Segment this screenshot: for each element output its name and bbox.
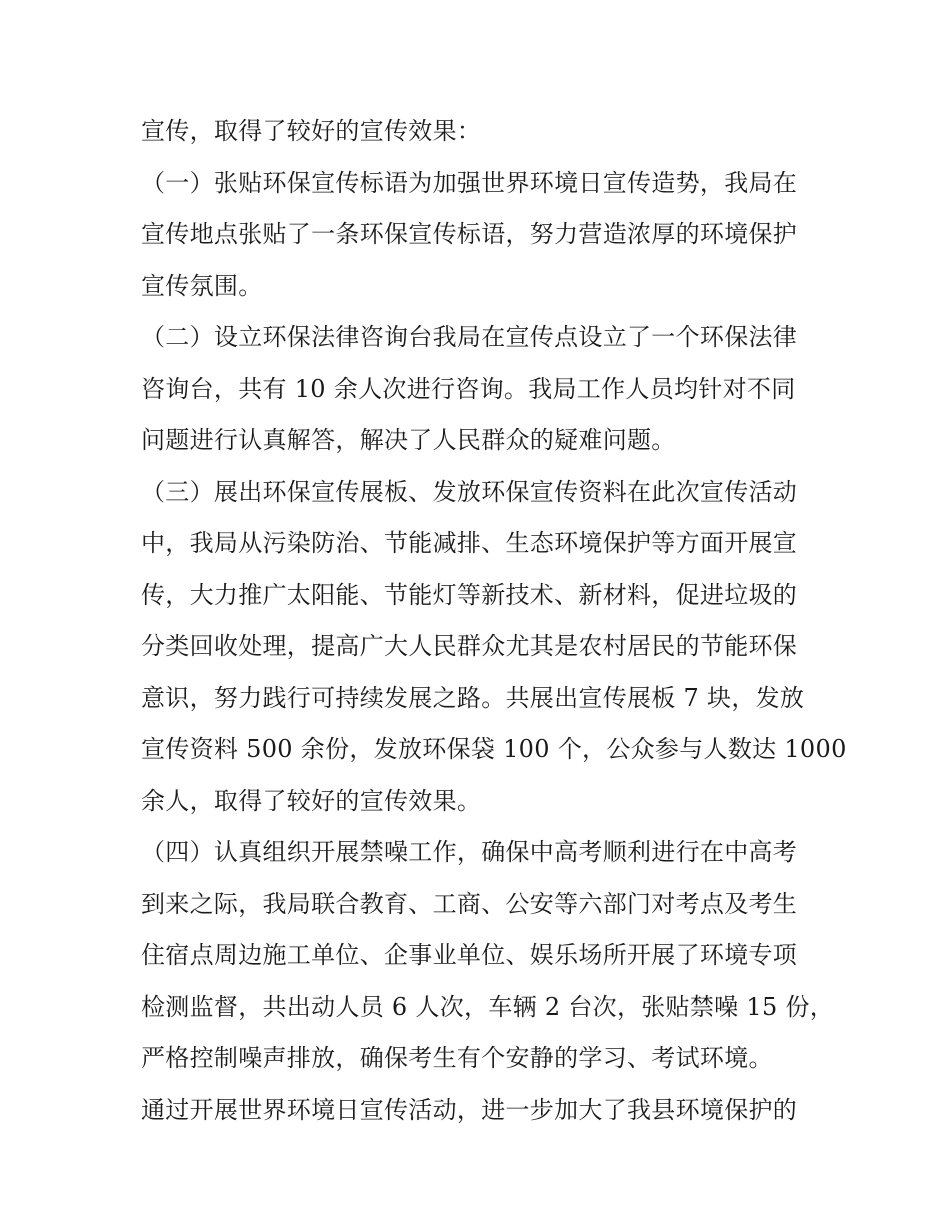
text-line: （二）设立环保法律咨询台我局在宣传点设立了一个环保法律 xyxy=(141,323,798,351)
text-line: 宣传，取得了较好的宣传效果： xyxy=(141,117,482,145)
text-line: 宣传氛围。 xyxy=(141,271,263,300)
text-line: 宣传地点张贴了一条环保宣传标语，努力营造浓厚的环境保护 xyxy=(141,220,798,248)
text-line: 意识，努力践行可持续发展之路。共展出宣传展板 7 块，发放 xyxy=(141,683,805,712)
text-line: 中，我局从污染防治、节能减排、生态环境保护等方面开展宣 xyxy=(141,529,798,557)
text-line: 检测监督，共出动人员 6 人次，车辆 2 台次，张贴禁噪 15 份， xyxy=(141,992,835,1021)
document-body xyxy=(141,106,847,1136)
text-line: 问题进行认真解答，解决了人民群众的疑难问题。 xyxy=(141,426,676,454)
text-line: （四）认真组织开展禁噪工作，确保中高考顺利进行在中高考 xyxy=(141,838,798,866)
text-line: 严格控制噪声排放，确保考生有个安静的学习、考试环境。 xyxy=(141,1044,773,1072)
text-line: 通过开展世界环境日宣传活动，进一步加大了我县环境保护的 xyxy=(141,1095,798,1124)
text-line: 到来之际，我局联合教育、工商、公安等六部门对考点及考生 xyxy=(141,889,798,918)
text-line: 宣传资料 500 余份，发放环保袋 100 个，公众参与人数达 1000 xyxy=(141,735,847,763)
text-line: （一）张贴环保宣传标语为加强世界环境日宣传造势，我局在 xyxy=(141,168,798,197)
text-line: 余人，取得了较好的宣传效果。 xyxy=(141,786,482,815)
text-line: 咨询台，共有 10 余人次进行咨询。我局工作人员均针对不同 xyxy=(141,374,796,403)
text-line: 住宿点周边施工单位、企事业单位、娱乐场所开展了环境专项 xyxy=(141,941,798,969)
text-line: 分类回收处理，提高广大人民群众尤其是农村居民的节能环保 xyxy=(141,632,798,660)
text-line: 传，大力推广太阳能、节能灯等新技术、新材料，促进垃圾的 xyxy=(141,580,798,609)
text-line: （三）展出环保宣传展板、发放环保宣传资料在此次宣传活动 xyxy=(141,477,798,506)
